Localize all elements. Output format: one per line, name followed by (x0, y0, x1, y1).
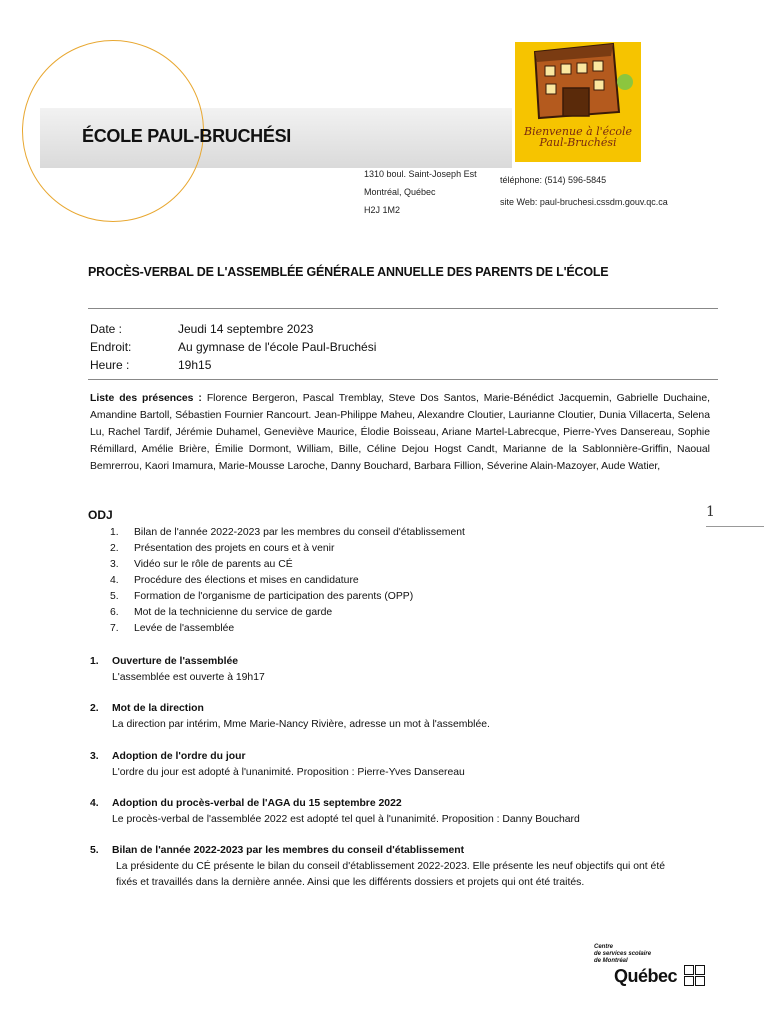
address-postal: H2J 1M2 (364, 205, 401, 215)
section-num: 1. (90, 656, 99, 667)
section-1 (90, 654, 265, 686)
section-body: L'assemblée est ouverte à 19h17 (112, 672, 265, 683)
info-row-date (90, 320, 376, 338)
list-item-text: Présentation des projets en cours et à venir (134, 543, 335, 554)
logo-caption-line2: Paul-Bruchési (539, 136, 617, 149)
document-title: PROCÈS-VERBAL DE L'ASSEMBLÉE GÉNÉRALE ANNUELLE DES PARENTS DE L'ÉCOLE (88, 265, 609, 279)
address-street: 1310 boul. Saint-Joseph Est (364, 169, 477, 179)
presence-label: Liste des présences : (90, 393, 202, 404)
footer-brand: Québec (614, 965, 678, 986)
list-item-num: 5. (110, 591, 119, 602)
presence-names: Florence Bergeron, Pascal Tremblay, Steve Dos Santos, Marie-Bénédict Jacquemin, Gabrielle Duchaine, Amandine Bartoll, Sébastien Fournier Rancourt. Jean-Philippe Maheu, Alexandre Cloutier, Laurianne Cloutier, Dunia Villacerta, Selena Lu, Rachel Tardif, Jérémie Duhamel, Geneviève Maurice, Élodie Boisseau, Ariane Martel-Labrecque, Pierre-Yves Dansereau, Sophie Rémillard, Amélie Brière, Émilie Dormont, William, Bille, Céline Dejou Hogst Candt, Marianne de la Sablonnière-Griffin, Naoual Bemrerrou, Kaori Imamura, Marie-Mousse Laroche, Danny Bouchard, Barbara Fillion, Séverine Alain-Mazoyer, Aude Watier, (90, 393, 710, 472)
odj-list (110, 525, 465, 637)
section-num: 5. (90, 845, 99, 856)
list-item-text: Procédure des élections et mises en candidature (134, 575, 359, 586)
list-item-num: 7. (110, 623, 119, 634)
section-5 (90, 843, 676, 891)
section-2 (90, 701, 490, 733)
info-value: Jeudi 14 septembre 2023 (178, 322, 314, 336)
list-item-text: Mot de la technicienne du service de garde (134, 607, 333, 618)
list-item-text: Formation de l'organisme de participation des parents (OPP) (134, 591, 414, 602)
logo-caption-line1: Bienvenue à l'école (523, 125, 632, 138)
info-value: 19h15 (178, 358, 212, 372)
list-item-text: Bilan de l'année 2022-2023 par les membres du conseil d'établissement (134, 527, 465, 538)
list-item (110, 589, 465, 605)
section-title: Ouverture de l'assemblée (112, 656, 239, 667)
odj-title: ODJ (88, 508, 113, 522)
address-city: Montréal, Québec (364, 187, 436, 197)
list-item (110, 621, 465, 637)
section-body: L'ordre du jour est adopté à l'unanimité. Proposition : Pierre-Yves Dansereau (112, 767, 465, 778)
list-item-text: Levée de l'assemblée (134, 623, 235, 634)
list-item (110, 541, 465, 557)
list-item-num: 3. (110, 559, 119, 570)
section-num: 3. (90, 751, 99, 762)
info-row-place (90, 338, 376, 356)
contact-block (500, 171, 668, 211)
list-item (110, 605, 465, 621)
info-row-time (90, 356, 376, 374)
info-label: Endroit: (90, 340, 132, 354)
section-title: Mot de la direction (112, 703, 204, 714)
page-number: 1 (706, 504, 715, 520)
fleur-de-lis-icon (683, 965, 704, 986)
list-item (110, 557, 465, 573)
presence-list (90, 390, 710, 475)
section-4 (90, 796, 580, 828)
school-logo (515, 42, 641, 162)
list-item-text: Vidéo sur le rôle de parents au CÉ (134, 559, 293, 570)
footer-line1: Centre (594, 944, 614, 950)
list-item-num: 4. (110, 575, 119, 586)
list-item-num: 1. (110, 527, 119, 538)
list-item-num: 6. (110, 607, 119, 618)
divider (88, 379, 718, 380)
info-label: Heure : (90, 358, 130, 372)
school-building-icon (515, 42, 641, 126)
section-num: 4. (90, 798, 99, 809)
footer-line2: de services scolaire (594, 951, 652, 957)
page-number-rule (706, 526, 764, 527)
website: site Web: paul-bruchesi.cssdm.gouv.qc.ca (500, 197, 668, 207)
section-num: 2. (90, 703, 99, 714)
footer-logo (594, 944, 704, 984)
list-item (110, 525, 465, 541)
section-3 (90, 749, 465, 781)
footer-line3: de Montréal (594, 958, 628, 964)
address-block (364, 165, 477, 219)
divider (88, 308, 718, 309)
section-body: La présidente du CÉ présente le bilan du conseil d'établissement 2022-2023. Elle présente les neuf objectifs qui ont été fixés et travaillés dans la dernière année. Ainsi que les différents dossiers et projets qui ont été traités. (116, 861, 666, 888)
meeting-info (90, 320, 376, 374)
info-value: Au gymnase de l'école Paul-Bruchési (178, 340, 377, 354)
list-item-num: 2. (110, 543, 119, 554)
section-body: Le procès-verbal de l'assemblée 2022 est adopté tel quel à l'unanimité. Proposition : Danny Bouchard (112, 814, 580, 825)
section-body: La direction par intérim, Mme Marie-Nancy Rivière, adresse un mot à l'assemblée. (112, 719, 490, 730)
section-title: Bilan de l'année 2022-2023 par les membres du conseil d'établissement (112, 845, 465, 856)
section-title: Adoption de l'ordre du jour (112, 751, 246, 762)
section-title: Adoption du procès-verbal de l'AGA du 15 septembre 2022 (112, 798, 402, 809)
phone-number: téléphone: (514) 596-5845 (500, 175, 607, 185)
info-label: Date : (90, 322, 123, 336)
school-name: ÉCOLE PAUL-BRUCHÉSI (82, 126, 291, 146)
list-item (110, 573, 465, 589)
